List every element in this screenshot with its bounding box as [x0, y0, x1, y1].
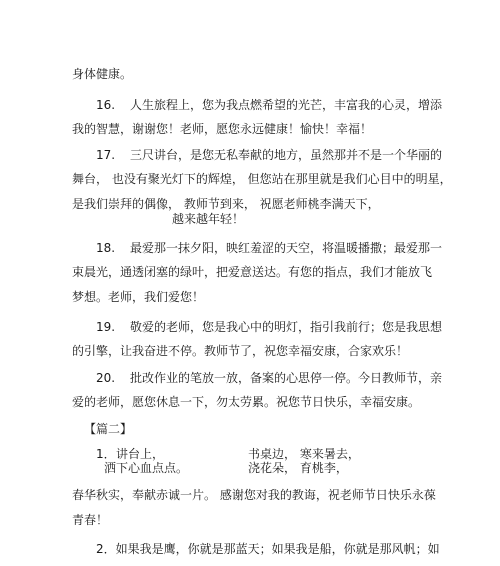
poem-line2-right: 浇花朵， 育桃李， [248, 461, 348, 475]
paragraph-19-line1 [96, 319, 442, 335]
paragraph-17-line3: 是我们崇拜的偶像， 教师节到来， 祝愿老师桃李满天下， [72, 197, 380, 211]
text: 人生旅程上，您为我点燃希望的光芒，丰富我的心灵，增添 [130, 98, 443, 112]
text-line: 身体健康。 [72, 67, 133, 81]
paragraph-18-line3: 梦想。老师，我们爱您！ [72, 290, 205, 304]
paragraph-17-line4: 越来越年轻！ [172, 212, 245, 226]
item-number: 1． [96, 447, 116, 461]
paragraph-18-line1 [96, 240, 442, 256]
item-number: 18. [96, 241, 116, 255]
paragraph-16-line2: 我的智慧，谢谢您！老师，愿您永远健康！愉快！幸福！ [72, 122, 373, 136]
paragraph-20-line1 [96, 370, 442, 386]
text: 敬爱的老师，您是我心中的明灯，指引我前行；您是我思想 [130, 320, 443, 334]
paragraph-line: 青春！ [72, 513, 109, 527]
paragraph-16-line1 [96, 97, 442, 113]
text: 最爱那一抹夕阳，映红羞涩的天空，将温暖播撒；最爱那一 [130, 241, 443, 255]
item-number: 16. [96, 98, 116, 112]
paragraph-line: 2．如果我是鹰，你就是那蓝天；如果我是船，你就是那风帆；如 [96, 542, 440, 556]
paragraph-19-line2: 的引擎，让我奋进不停。教师节了，祝您幸福安康，合家欢乐！ [72, 344, 409, 358]
section-heading: 【篇二】 [84, 422, 133, 436]
paragraph-17-line1 [96, 147, 442, 163]
paragraph-17-line2: 舞台， 也没有聚光灯下的辉煌， 但您站在那里就是我们心目中的明星， [72, 172, 452, 186]
paragraph-line: 春华秋实，奉献赤诚一片。 感谢您对我的教诲，祝老师节日快乐永葆 [72, 488, 436, 502]
text: 讲台上， [116, 447, 165, 461]
item-number: 19. [96, 320, 116, 334]
item-number: 17. [96, 148, 116, 162]
paragraph-18-line2: 束晨光，通透闭塞的绿叶，把爱意送达。有您的指点，我们才能放飞 [72, 265, 433, 279]
text: 批改作业的笔放一放，备案的心思停一停。今日教师节，亲 [130, 371, 443, 385]
text: 三尺讲台，是您无私奉献的地方，虽然那并不是一个华丽的 [130, 148, 443, 162]
poem-line2-left: 洒下心血点点。 [104, 461, 189, 475]
paragraph-20-line2: 爱的老师，愿您休息一下，勿太劳累。祝您节日快乐，幸福安康。 [72, 395, 421, 409]
item-number: 20. [96, 371, 116, 385]
poem-line1-right: 书桌边， 寒来暑去， [248, 447, 360, 461]
